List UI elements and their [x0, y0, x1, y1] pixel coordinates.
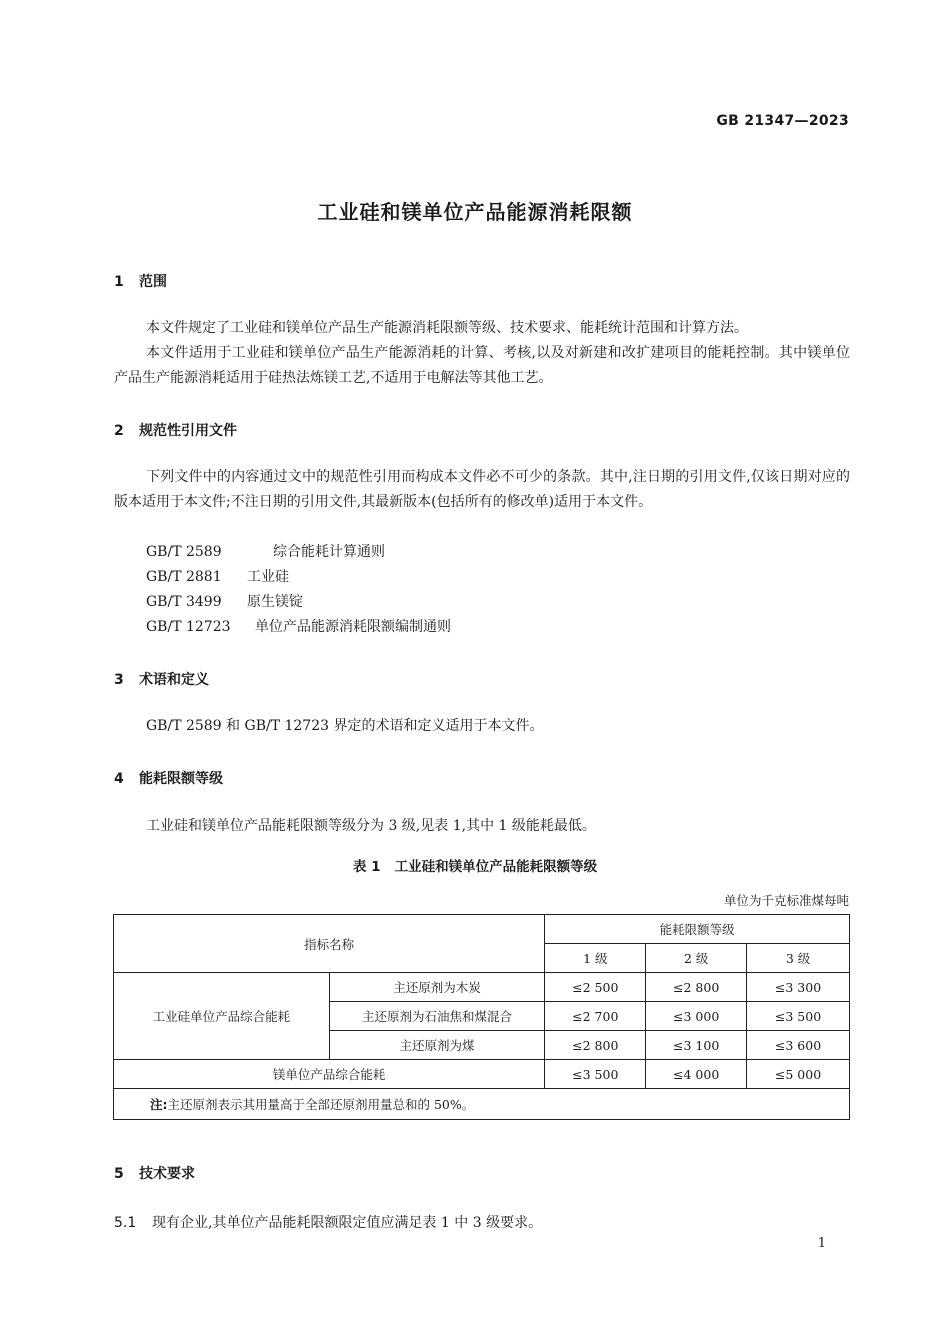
header-grade-group: 能耗限额等级 [545, 915, 850, 944]
section-3-heading [114, 669, 209, 689]
reference-title: 综合能耗计算通则 [273, 544, 385, 560]
section-title: 范围 [139, 274, 167, 290]
reference-item [146, 540, 451, 565]
reference-code: GB/T 2589 [146, 544, 222, 560]
reference-code: GB/T 12723 [146, 619, 231, 635]
table-caption-number: 表 1 [352, 859, 381, 875]
silicon-indicator-label: 工业硅单位产品综合能耗 [114, 973, 330, 1060]
section-1-heading [114, 271, 167, 291]
section-4-paragraph-1: 工业硅和镁单位产品能耗限额等级分为 3 级,见表 1,其中 1 级能耗最低。 [146, 818, 596, 834]
value-cell: ≤3 600 [747, 1031, 850, 1060]
section-title: 术语和定义 [139, 672, 209, 688]
reductant-cell: 主还原剂为石油焦和煤混合 [329, 1002, 545, 1031]
section-number: 1 [114, 274, 124, 290]
section-5-heading [114, 1163, 195, 1183]
section-title: 能耗限额等级 [139, 771, 223, 787]
section-number: 5 [114, 1166, 124, 1182]
section-3-paragraph-1: GB/T 2589 和 GB/T 12723 界定的术语和定义适用于本文件。 [146, 718, 544, 734]
reference-title: 原生镁锭 [247, 594, 303, 610]
reference-item [146, 590, 451, 615]
section-title: 规范性引用文件 [139, 423, 237, 439]
value-cell: ≤3 500 [545, 1060, 646, 1089]
table-caption-title: 工业硅和镁单位产品能耗限额等级 [394, 859, 598, 875]
clause-text: 现有企业,其单位产品能耗限额限定值应满足表 1 中 3 级要求。 [152, 1215, 543, 1231]
table-unit: 单位为千克标准煤每吨 [723, 893, 849, 908]
value-cell: ≤2 500 [545, 973, 646, 1002]
value-cell: ≤3 000 [646, 1002, 747, 1031]
table-caption [0, 855, 950, 875]
reference-title: 工业硅 [247, 569, 289, 585]
reference-item [146, 615, 451, 640]
document-title: 工业硅和镁单位产品能源消耗限额 [317, 200, 633, 224]
reference-list [146, 540, 451, 640]
value-cell: ≤2 800 [545, 1031, 646, 1060]
section-title: 技术要求 [139, 1166, 195, 1182]
section-number: 2 [114, 423, 124, 439]
table-row [114, 973, 850, 1002]
standard-code: GB 21347—2023 [716, 113, 849, 129]
header-grade-2: 2 级 [646, 944, 747, 973]
table-header-row [114, 915, 850, 944]
section-number: 4 [114, 771, 124, 787]
page-number: 1 [817, 1236, 826, 1251]
header-grade-1: 1 级 [545, 944, 646, 973]
section-2-heading [114, 420, 237, 440]
value-cell: ≤2 700 [545, 1002, 646, 1031]
value-cell: ≤5 000 [747, 1060, 850, 1089]
value-cell: ≤2 800 [646, 973, 747, 1002]
header-indicator-name: 指标名称 [114, 915, 545, 973]
reference-code: GB/T 2881 [146, 569, 222, 585]
reference-title: 单位产品能源消耗限额编制通则 [255, 619, 451, 635]
section-1-paragraph-1: 本文件规定了工业硅和镁单位产品生产能源消耗限额等级、技术要求、能耗统计范围和计算方法。 [146, 320, 748, 336]
reference-item [146, 565, 451, 590]
note-text: 主还原剂表示其用量高于全部还原剂用量总和的 50%。 [167, 1097, 475, 1112]
section-2-paragraph-1: 下列文件中的内容通过文中的规范性引用而构成本文件必不可少的条款。其中,注日期的引用文件,仅该日期对应的版本适用于本文件;不注日期的引用文件,其最新版本(包括所有的修改单)适用于本文件。 [114, 469, 850, 510]
value-cell: ≤4 000 [646, 1060, 747, 1089]
reference-code: GB/T 3499 [146, 594, 222, 610]
table-row [114, 1060, 850, 1089]
table-note-row [114, 1089, 850, 1120]
value-cell: ≤3 100 [646, 1031, 747, 1060]
magnesium-indicator-label: 镁单位产品综合能耗 [114, 1060, 545, 1089]
table-note [114, 1089, 850, 1120]
section-4-heading [114, 768, 223, 788]
value-cell: ≤3 500 [747, 1002, 850, 1031]
header-grade-3: 3 级 [747, 944, 850, 973]
reductant-cell: 主还原剂为木炭 [329, 973, 545, 1002]
clause-5-1 [114, 1212, 542, 1232]
reductant-cell: 主还原剂为煤 [329, 1031, 545, 1060]
clause-number: 5.1 [114, 1215, 137, 1231]
section-1-paragraph-2: 本文件适用于工业硅和镁单位产品生产能源消耗的计算、考核,以及对新建和改扩建项目的能耗控制。其中镁单位产品生产能源消耗适用于硅热法炼镁工艺,不适用于电解法等其他工艺。 [114, 345, 850, 386]
note-label: 注: [150, 1097, 168, 1112]
energy-limit-table [113, 914, 850, 1120]
section-number: 3 [114, 672, 124, 688]
value-cell: ≤3 300 [747, 973, 850, 1002]
